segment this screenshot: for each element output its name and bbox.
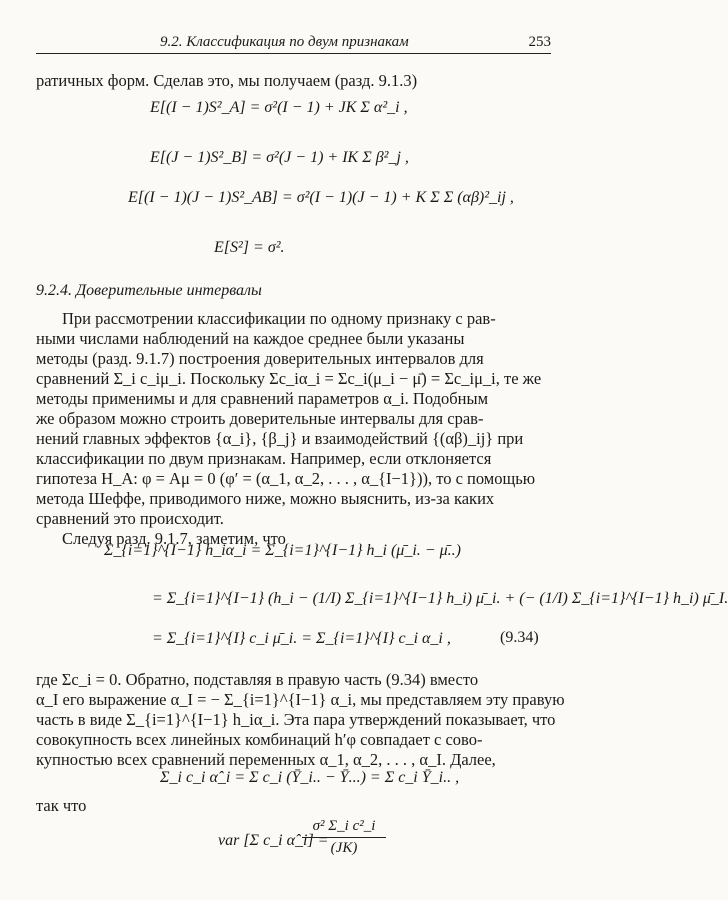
paragraph1-line: методы (разд. 9.1.7) построения доверительных интервалов для bbox=[36, 349, 484, 368]
paragraph2-line: совокупность всех линейных комбинаций h′φ совпадает с сово- bbox=[36, 730, 483, 749]
contrast-eq-line1: Σ_{i=1}^{I−1} h_iα_i = Σ_{i=1}^{I−1} h_i (μ̄_i. − μ̄..) bbox=[104, 542, 461, 559]
section-title: 9.2.4. Доверительные интервалы bbox=[36, 282, 262, 299]
paragraph1-line: ными числами наблюдений на каждое среднее были указаны bbox=[36, 329, 465, 348]
paragraph1-line: гипотеза H_A: φ = Aμ = 0 (φ′ = (α_1, α_2, . . . , α_{I−1})), то с помощью bbox=[36, 469, 536, 488]
following-line: Следуя разд. 9.1.7, заметим, что bbox=[62, 529, 286, 548]
paragraph2-line: где Σc_i = 0. Обратно, подставляя в правую часть (9.34) вместо bbox=[36, 670, 479, 689]
contrast-eq-line3: = Σ_{i=1}^{I} c_i μ̄_i. = Σ_{i=1}^{I} c_i α_i , bbox=[152, 630, 451, 647]
expectation-eq-a: E[(I − 1)S²_A] = σ²(I − 1) + JK Σ α²_i , bbox=[150, 99, 408, 116]
header-title: 9.2. Классификация по двум признакам bbox=[160, 34, 409, 50]
expectation-eq-b: E[(J − 1)S²_B] = σ²(J − 1) + IK Σ β²_j , bbox=[150, 149, 409, 166]
paragraph1-line: классификации по двум признакам. Например, если отклоняется bbox=[36, 449, 492, 468]
paragraph2-line: α_I его выражение α_I = − Σ_{i=1}^{I−1} α_i, мы представляем эту правую bbox=[36, 690, 565, 709]
expectation-eq-ab: E[(I − 1)(J − 1)S²_AB] = σ²(I − 1)(J − 1) + K Σ Σ (αβ)²_ij , bbox=[128, 189, 514, 206]
paragraph2-line: купностью всех сравнений переменных α_1, α_2, . . . , α_I. Далее, bbox=[36, 750, 496, 769]
paragraph1-line: же образом можно строить доверительные интервалы для срав- bbox=[36, 409, 484, 428]
page-number: 253 bbox=[528, 34, 551, 50]
running-header bbox=[36, 33, 551, 54]
variance-denominator: (JK) bbox=[330, 840, 358, 856]
paragraph2-line: часть в виде Σ_{i=1}^{I−1} h_iα_i. Эта пара утверждений показывает, что bbox=[36, 710, 556, 729]
paragraph1-line: метода Шеффе, приводимого ниже, можно выяснить, из-за каких bbox=[36, 489, 495, 508]
estimate-equation: Σ_i c_i α̂_i = Σ c_i (Ȳ_i.. − Ȳ...) = Σ c_i Ȳ_i.. , bbox=[160, 769, 460, 786]
expectation-eq-s: E[S²] = σ². bbox=[214, 239, 285, 256]
paragraph1-line: сравнений это происходит. bbox=[36, 509, 224, 528]
intro-line: ратичных форм. Сделав это, мы получаем (разд. 9.1.3) bbox=[36, 71, 418, 90]
contrast-eq-line2: = Σ_{i=1}^{I−1} (h_i − (1/I) Σ_{i=1}^{I−1} h_i) μ̄_i. + (− (1/I) Σ_{i=1}^{I−1} h_i) μ̄_I. bbox=[152, 590, 728, 607]
equation-number: (9.34) bbox=[500, 629, 539, 646]
paragraph1-line: нений главных эффектов {α_i}, {β_j} и взаимодействий {(αβ)_ij} при bbox=[36, 429, 524, 448]
paragraph1-line: сравнений Σ_i c_iμ_i. Поскольку Σc_iα_i = Σc_i(μ_i − μ̄) = Σc_iμ_i, те же bbox=[36, 369, 542, 388]
variance-fraction bbox=[302, 818, 386, 857]
paragraph1-line: методы применимы и для сравнений параметров α_i. Подобным bbox=[36, 389, 489, 408]
variance-lhs: var [Σ c_i α̂_i] = bbox=[218, 832, 329, 849]
so-that-line: так что bbox=[36, 796, 87, 815]
paragraph1-line: При рассмотрении классификации по одному признаку с рав- bbox=[62, 309, 496, 328]
variance-numerator: σ² Σ_i c²_i bbox=[302, 818, 386, 838]
